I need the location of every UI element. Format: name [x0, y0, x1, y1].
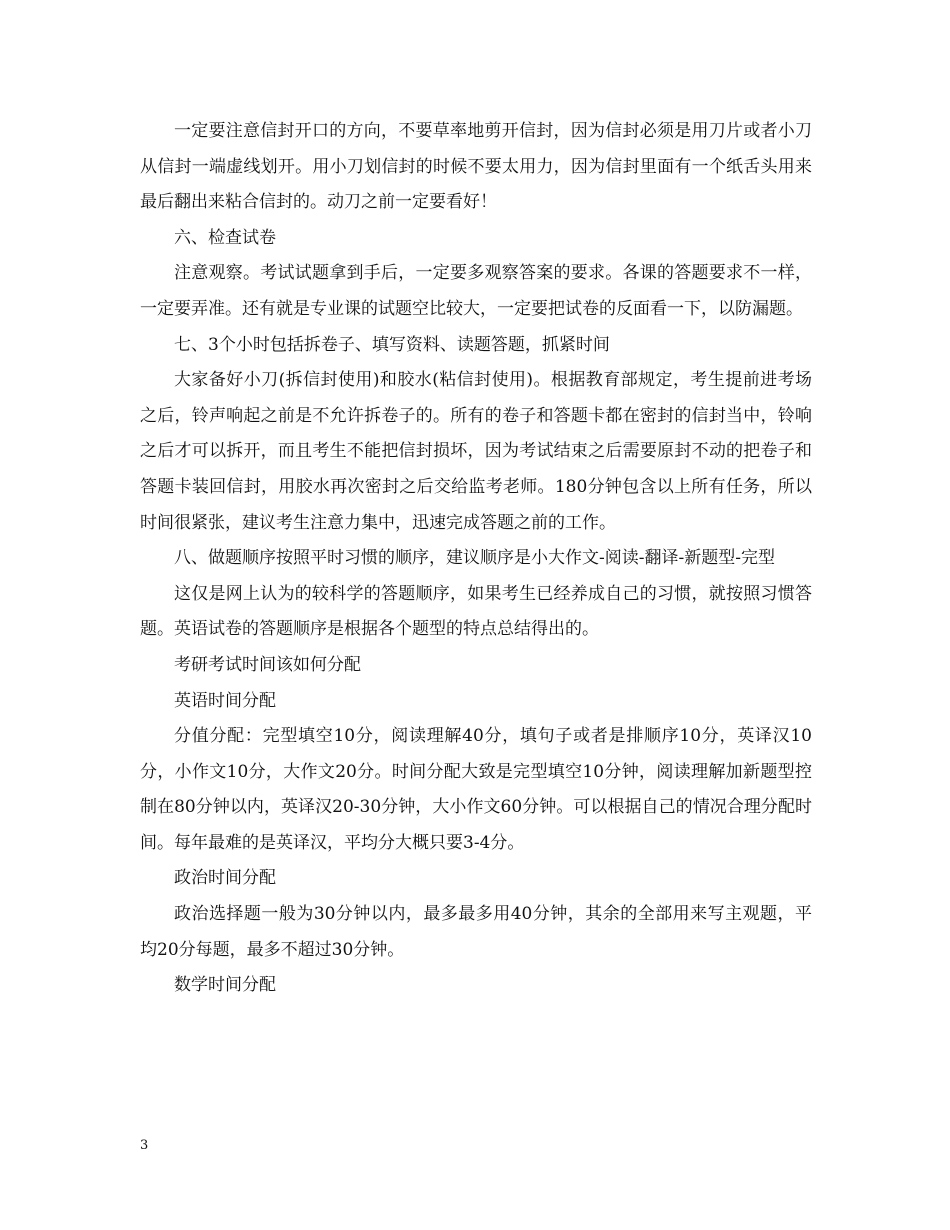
- paragraph-knife-and-glue: 大家备好小刀(拆信封使用)和胶水(粘信封使用)。根据教育部规定，考生提前进考场之后，铃声响起之前是不允许拆卷子的。所有的卷子和答题卡都在密封的信封当中，铃响之后才可以拆开，而且考生不能把信封损坏，因为考试结束之后需要原封不动的把卷子和答题卡装回信封，用胶水再次密封之后交给监考老师。180分钟包含以上所有任务，所以时间很紧张，建议考生注意力集中，迅速完成答题之前的工作。: [140, 370, 812, 533]
- heading-answer-order: 八、做题顺序按照平时习惯的顺序，建议顺序是小大作文-阅读-翻译-新题型-完型: [174, 548, 775, 569]
- paragraph-observe-requirements: 注意观察。考试试题拿到手后，一定要多观察答案的要求。各课的答题要求不一样，一定要弄准。还有就是专业课的试题空比较大，一定要把试卷的反面看一下，以防漏题。: [140, 263, 812, 319]
- paragraph-english-scores: 分值分配：完型填空10分，阅读理解40分，填句子或者是排顺序10分，英译汉10分，小作文10分，大作文20分。时间分配大致是完型填空10分钟，阅读理解加新题型控制在80分钟以内，英译汉20-30分钟，大小作文60分钟。可以根据自己的情况合理分配时间。每年最难的是英译汉，平均分大概只要3-4分。: [140, 726, 812, 853]
- paragraph-envelope-caution: 一定要注意信封开口的方向，不要草率地剪开信封，因为信封必须是用刀片或者小刀从信封一端虚线划开。用小刀划信封的时候不要太用力，因为信封里面有一个纸舌头用来最后翻出来粘合信封的。动刀之前一定要看好！: [140, 121, 812, 213]
- heading-time-allocation: 考研考试时间该如何分配: [174, 654, 361, 675]
- document-body: [140, 114, 812, 1004]
- paragraph-politics-time: 政治选择题一般为30分钟以内，最多最多用40分钟，其余的全部用来写主观题，平均20分每题，最多不超过30分钟。: [140, 904, 812, 960]
- heading-math-time: 数学时间分配: [174, 975, 276, 996]
- heading-check-paper: 六、检查试卷: [174, 227, 276, 248]
- heading-english-time: 英语时间分配: [174, 690, 276, 711]
- paragraph-answer-order-note: 这仅是网上认为的较科学的答题顺序，如果考生已经养成自己的习惯，就按照习惯答题。英语试卷的答题顺序是根据各个题型的特点总结得出的。: [140, 583, 812, 640]
- heading-three-hours: 七、3个小时包括拆卷子、填写资料、读题答题，抓紧时间: [174, 334, 610, 355]
- heading-politics-time: 政治时间分配: [174, 868, 276, 889]
- page-number: 3: [140, 1138, 149, 1153]
